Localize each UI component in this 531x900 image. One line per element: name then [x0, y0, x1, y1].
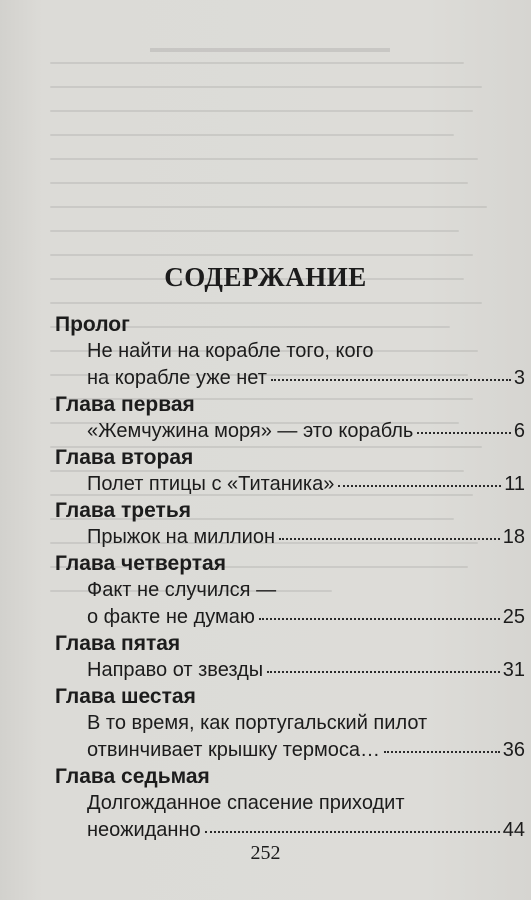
toc-entry-line	[55, 365, 525, 392]
toc-entry-text: неожиданно	[87, 819, 201, 841]
toc-entry-line: Факт не случился —	[87, 579, 277, 601]
toc-entry-text: о факте не думаю	[87, 606, 255, 628]
dot-leader	[338, 482, 501, 487]
toc-chapter-heading: Глава седьмая	[55, 765, 210, 788]
toc-entry-text: отвинчивает крышку термоса…	[87, 739, 380, 761]
toc-page-number: 36	[502, 739, 525, 761]
toc-chapter-heading: Глава вторая	[55, 446, 194, 469]
toc-chapter-heading: Глава первая	[55, 393, 195, 416]
toc-entry-text: на корабле уже нет	[87, 367, 267, 389]
dot-leader	[384, 748, 500, 753]
toc-page-number: 18	[502, 526, 525, 548]
toc-entry-line	[55, 524, 525, 551]
dot-leader	[271, 376, 511, 381]
toc-entry-line	[55, 418, 525, 445]
toc-entry-text: Направо от звезды	[87, 659, 264, 681]
toc-entry-line	[55, 657, 525, 684]
contents-title: СОДЕРЖАНИЕ	[164, 262, 367, 292]
toc-chapter-heading: Глава четвертая	[55, 552, 226, 575]
toc-entry-line	[55, 604, 525, 631]
toc-chapter-heading: Глава третья	[55, 499, 191, 522]
toc-page-number: 25	[502, 606, 525, 628]
toc-entry-line: Не найти на корабле того, кого	[87, 340, 374, 362]
toc-entry-line	[55, 817, 525, 844]
toc-page-number: 31	[502, 659, 525, 681]
dot-leader	[259, 615, 500, 620]
table-of-contents	[55, 312, 525, 844]
dot-leader	[417, 429, 511, 434]
toc-page-number: 6	[513, 420, 525, 442]
toc-page-number: 3	[513, 367, 525, 389]
toc-entry-text: Прыжок на миллион	[87, 526, 276, 548]
dot-leader	[267, 668, 500, 673]
dot-leader	[205, 828, 500, 833]
toc-chapter-heading: Глава шестая	[55, 685, 196, 708]
toc-chapter-heading: Пролог	[55, 313, 130, 336]
toc-entry-line: В то время, как португальский пилот	[87, 712, 428, 734]
toc-entry-line	[55, 471, 525, 498]
toc-chapter-heading: Глава пятая	[55, 632, 181, 655]
toc-page-number: 44	[502, 819, 525, 841]
toc-entry-text: Полет птицы с «Титаника»	[87, 473, 335, 495]
toc-entry-text: «Жемчужина моря» — это корабль	[87, 420, 414, 442]
toc-page-number: 11	[504, 473, 525, 495]
toc-entry-line: Долгожданное спасение приходит	[87, 792, 405, 814]
page-number: 252	[250, 842, 281, 864]
toc-entry-line	[55, 737, 525, 764]
dot-leader	[279, 535, 500, 540]
